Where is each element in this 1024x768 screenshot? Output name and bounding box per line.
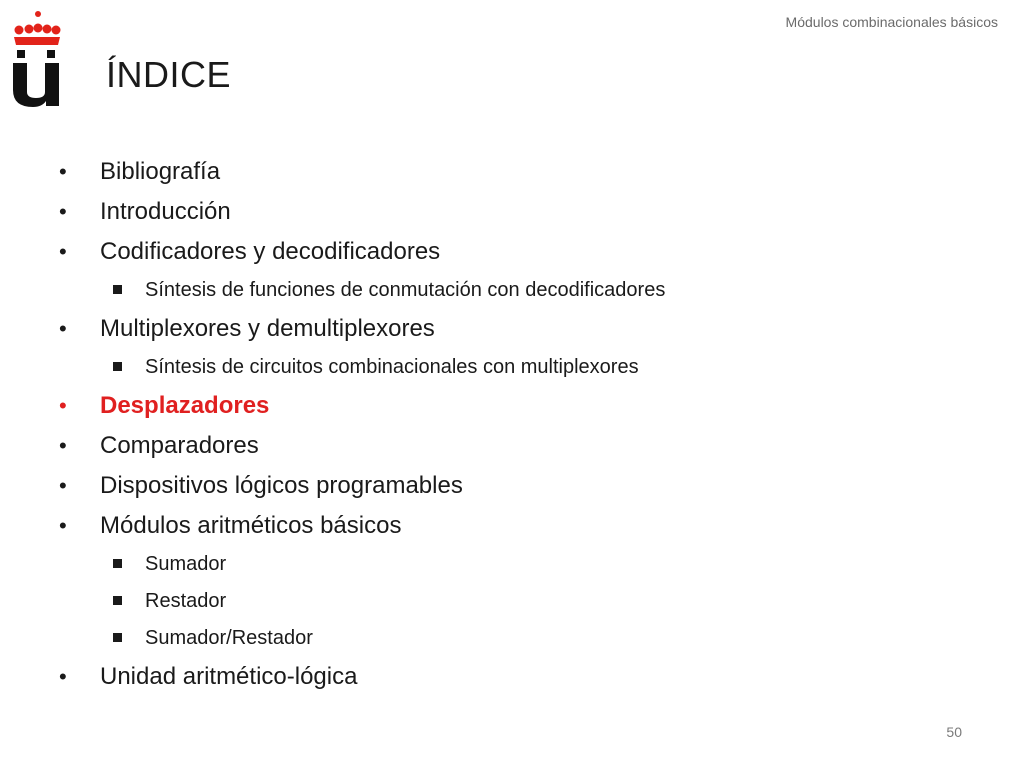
- bullet-icon: •: [59, 513, 67, 538]
- bullet-icon: •: [59, 473, 67, 498]
- square-bullet-icon: [113, 633, 122, 642]
- item-label: Multiplexores y demultiplexores: [100, 315, 435, 342]
- index-item: [0, 506, 1024, 546]
- bullet-icon: •: [59, 433, 67, 458]
- item-label: Introducción: [100, 198, 231, 225]
- index-subitem: [0, 620, 1024, 657]
- index-item: [0, 152, 1024, 192]
- index-item: [0, 386, 1024, 426]
- item-label: Bibliografía: [100, 158, 221, 185]
- item-label: Desplazadores: [100, 392, 270, 419]
- index-subitem: [0, 349, 1024, 386]
- page-title: ÍNDICE: [106, 54, 232, 95]
- university-logo: [10, 8, 62, 108]
- index-subitem: [0, 272, 1024, 309]
- item-label: Síntesis de circuitos combinacionales con multiplexores: [145, 356, 639, 378]
- bullet-icon: •: [59, 316, 67, 341]
- bullet-icon: •: [59, 199, 67, 224]
- index-subitem: [0, 583, 1024, 620]
- index-subitem: [0, 546, 1024, 583]
- bullet-icon: •: [59, 159, 67, 184]
- item-label: Dispositivos lógicos programables: [100, 472, 463, 499]
- square-bullet-icon: [113, 596, 122, 605]
- index-item: [0, 192, 1024, 232]
- index-list: [0, 152, 1024, 697]
- item-label: Comparadores: [100, 432, 259, 459]
- item-label: Codificadores y decodificadores: [100, 238, 441, 265]
- bullet-icon: •: [59, 664, 67, 689]
- index-item: [0, 232, 1024, 272]
- bullet-icon: •: [59, 239, 67, 264]
- item-label: Sumador: [145, 553, 227, 575]
- item-label: Sumador/Restador: [145, 627, 313, 649]
- header-text: Módulos combinacionales básicos: [785, 14, 998, 30]
- item-label: Unidad aritmético-lógica: [100, 663, 358, 690]
- item-label: Restador: [145, 590, 227, 612]
- square-bullet-icon: [113, 285, 122, 294]
- index-item: [0, 426, 1024, 466]
- index-item: [0, 657, 1024, 697]
- square-bullet-icon: [113, 362, 122, 371]
- item-label: Síntesis de funciones de conmutación con decodificadores: [145, 279, 666, 301]
- page-number: 50: [946, 724, 962, 740]
- square-bullet-icon: [113, 559, 122, 568]
- index-item: [0, 466, 1024, 506]
- bullet-icon: •: [59, 393, 67, 418]
- item-label: Módulos aritméticos básicos: [100, 512, 402, 539]
- index-item: [0, 309, 1024, 349]
